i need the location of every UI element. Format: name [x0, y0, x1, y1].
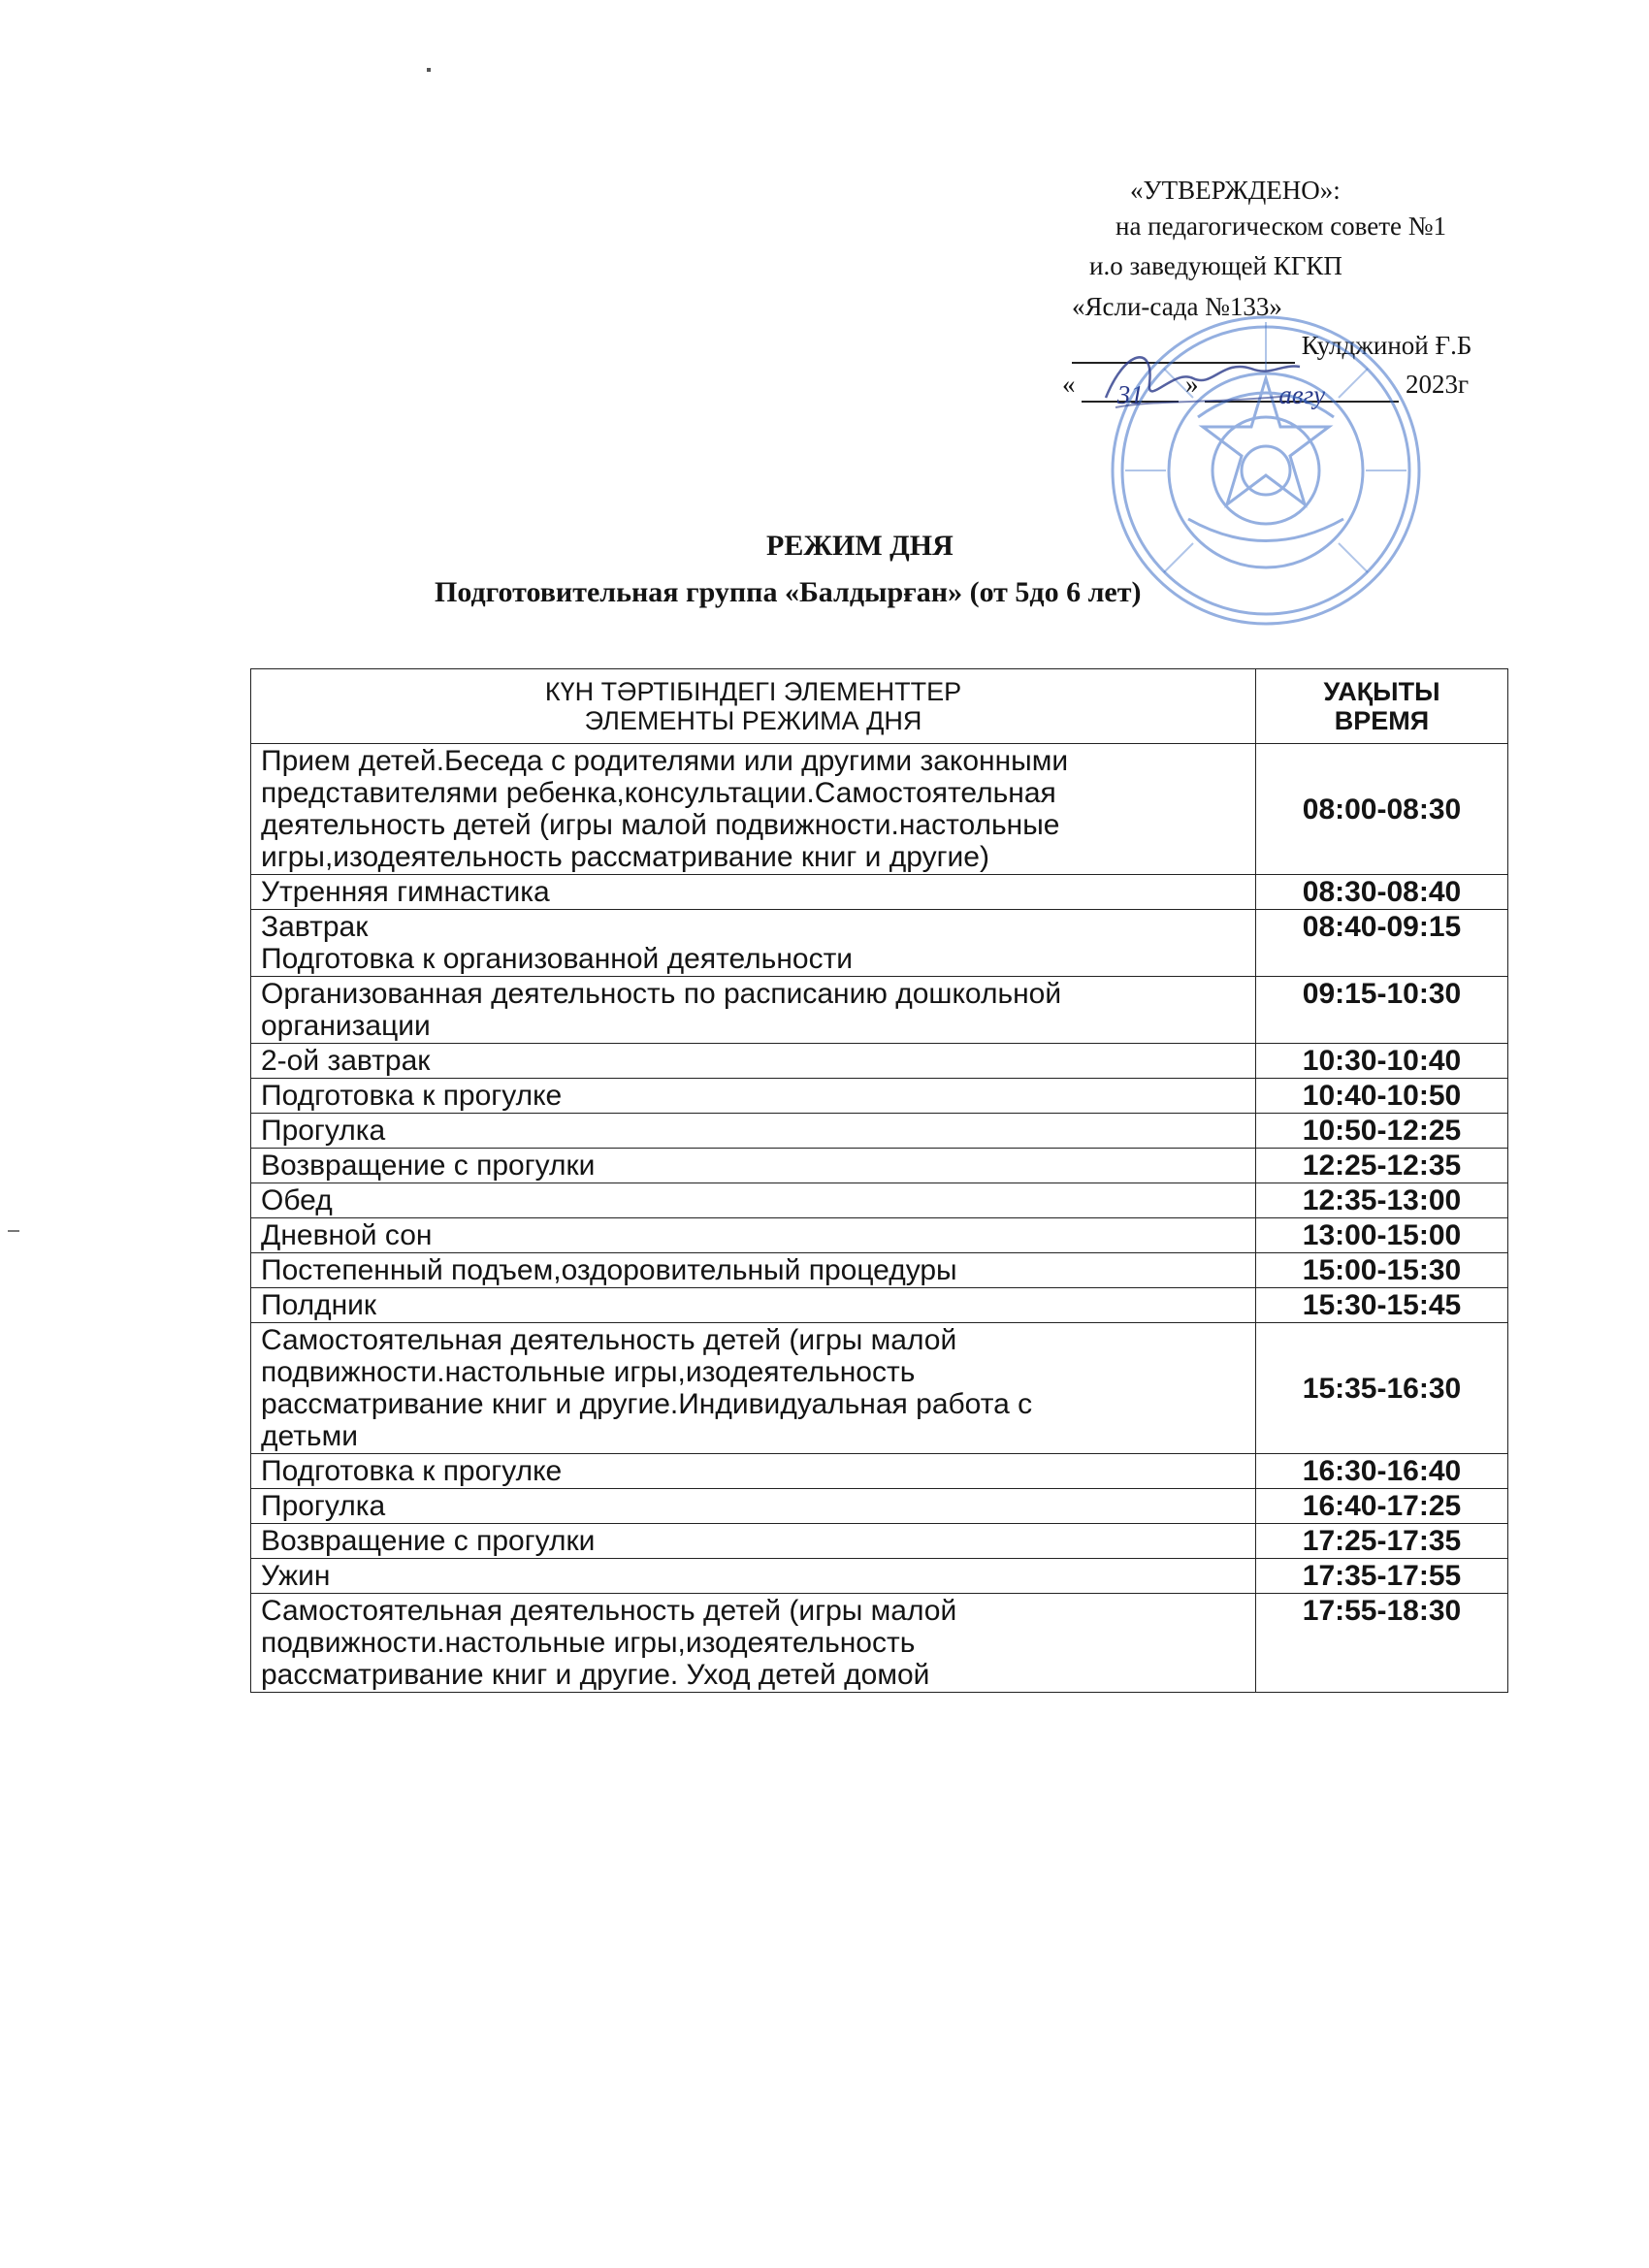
- header-activity-kz: КҮН ТӘРТІБІНДЕГІ ЭЛЕМЕНТТЕР: [544, 677, 962, 706]
- table-row: [251, 1079, 1508, 1114]
- table-row: [251, 1183, 1508, 1218]
- approval-organization: «Ясли-сада №133»: [1072, 292, 1282, 321]
- time-cell: 17:35-17:55: [1256, 1559, 1508, 1594]
- activity-cell: Постепенный подъем,оздоровительный процедуры: [251, 1253, 1256, 1288]
- activity-cell: Самостоятельная деятельность детей (игры малой подвижности.настольные игры,изодеятельность рассматривание книг и другие. Уход детей домой: [251, 1594, 1256, 1693]
- approval-signatory: Кулджиной Ғ.Б: [1301, 331, 1472, 360]
- date-day: 31: [1082, 377, 1179, 403]
- table-row: [251, 910, 1508, 977]
- time-cell: 15:00-15:30: [1256, 1253, 1508, 1288]
- time-cell: 12:35-13:00: [1256, 1183, 1508, 1218]
- table-row: [251, 1218, 1508, 1253]
- activity-cell: Организованная деятельность по расписанию дошкольной организации: [251, 977, 1256, 1044]
- document-subtitle: Подготовительная группа «Балдырған» (от 5до 6 лет): [435, 576, 1142, 608]
- activity-cell: Подготовка к прогулке: [251, 1454, 1256, 1489]
- scan-mark: [8, 1230, 19, 1232]
- table-header-row: [251, 669, 1508, 744]
- scan-speck: [427, 68, 431, 72]
- activity-cell: Обед: [251, 1183, 1256, 1218]
- table-row: [251, 875, 1508, 910]
- time-cell: 17:55-18:30: [1256, 1594, 1508, 1693]
- time-cell: 08:00-08:30: [1256, 744, 1508, 875]
- header-time-kz: УАҚЫТЫ: [1323, 677, 1440, 706]
- table-row: [251, 1288, 1508, 1323]
- table-row: [251, 1559, 1508, 1594]
- time-cell: 08:40-09:15: [1256, 910, 1508, 977]
- time-cell: 10:50-12:25: [1256, 1114, 1508, 1149]
- activity-cell: Прием детей.Беседа с родителями или другими законными представителями ребенка,консультации.Самостоятельная деятельность детей (игры малой подвижности.настольные игры,изодеятельность рассматривание книг и другие): [251, 744, 1256, 875]
- activity-cell: Ужин: [251, 1559, 1256, 1594]
- activity-cell: Прогулка: [251, 1489, 1256, 1524]
- activity-cell: Полдник: [251, 1288, 1256, 1323]
- table-row: [251, 1454, 1508, 1489]
- date-year: 2023г: [1406, 370, 1470, 399]
- time-cell: 17:25-17:35: [1256, 1524, 1508, 1559]
- approval-heading: «УТВЕРЖДЕНО»:: [1130, 176, 1341, 205]
- table-row: [251, 1114, 1508, 1149]
- time-cell: 15:35-16:30: [1256, 1323, 1508, 1454]
- activity-cell: Самостоятельная деятельность детей (игры малой подвижности.настольные игры,изодеятельность рассматривание книг и другие.Индивидуальная работа с детьми: [251, 1323, 1256, 1454]
- time-cell: 16:40-17:25: [1256, 1489, 1508, 1524]
- table-row: [251, 1323, 1508, 1454]
- table-row: [251, 977, 1508, 1044]
- activity-cell: Завтрак Подготовка к организованной деятельности: [251, 910, 1256, 977]
- date-close-quote: »: [1185, 370, 1199, 399]
- header-time: [1256, 669, 1508, 744]
- table-row: [251, 1044, 1508, 1079]
- time-cell: 15:30-15:45: [1256, 1288, 1508, 1323]
- activity-cell: 2-ой завтрак: [251, 1044, 1256, 1079]
- header-activity-ru: ЭЛЕМЕНТЫ РЕЖИМА ДНЯ: [584, 706, 922, 735]
- activity-cell: Возвращение с прогулки: [251, 1149, 1256, 1183]
- approval-council: на педагогическом совете №1: [1116, 211, 1447, 241]
- time-cell: 10:30-10:40: [1256, 1044, 1508, 1079]
- time-cell: 13:00-15:00: [1256, 1218, 1508, 1253]
- time-cell: 09:15-10:30: [1256, 977, 1508, 1044]
- table-row: [251, 1594, 1508, 1693]
- time-cell: 12:25-12:35: [1256, 1149, 1508, 1183]
- time-cell: 10:40-10:50: [1256, 1079, 1508, 1114]
- table-row: [251, 1524, 1508, 1559]
- time-cell: 08:30-08:40: [1256, 875, 1508, 910]
- time-cell: 16:30-16:40: [1256, 1454, 1508, 1489]
- table-row: [251, 1489, 1508, 1524]
- schedule-table: [250, 668, 1508, 1693]
- approval-position: и.о заведующей КГКП: [1089, 251, 1342, 280]
- header-time-ru: ВРЕМЯ: [1334, 706, 1430, 735]
- signature-scribble-icon: [1096, 340, 1310, 417]
- table-row: [251, 1149, 1508, 1183]
- date-open-quote: «: [1062, 370, 1076, 399]
- table-row: [251, 1253, 1508, 1288]
- header-activity: [251, 669, 1256, 744]
- activity-cell: Дневной сон: [251, 1218, 1256, 1253]
- activity-cell: Прогулка: [251, 1114, 1256, 1149]
- activity-cell: Подготовка к прогулке: [251, 1079, 1256, 1114]
- document-title: РЕЖИМ ДНЯ: [766, 530, 954, 562]
- activity-cell: Утренняя гимнастика: [251, 875, 1256, 910]
- table-row: [251, 744, 1508, 875]
- activity-cell: Возвращение с прогулки: [251, 1524, 1256, 1559]
- date-month: авгу: [1205, 377, 1399, 403]
